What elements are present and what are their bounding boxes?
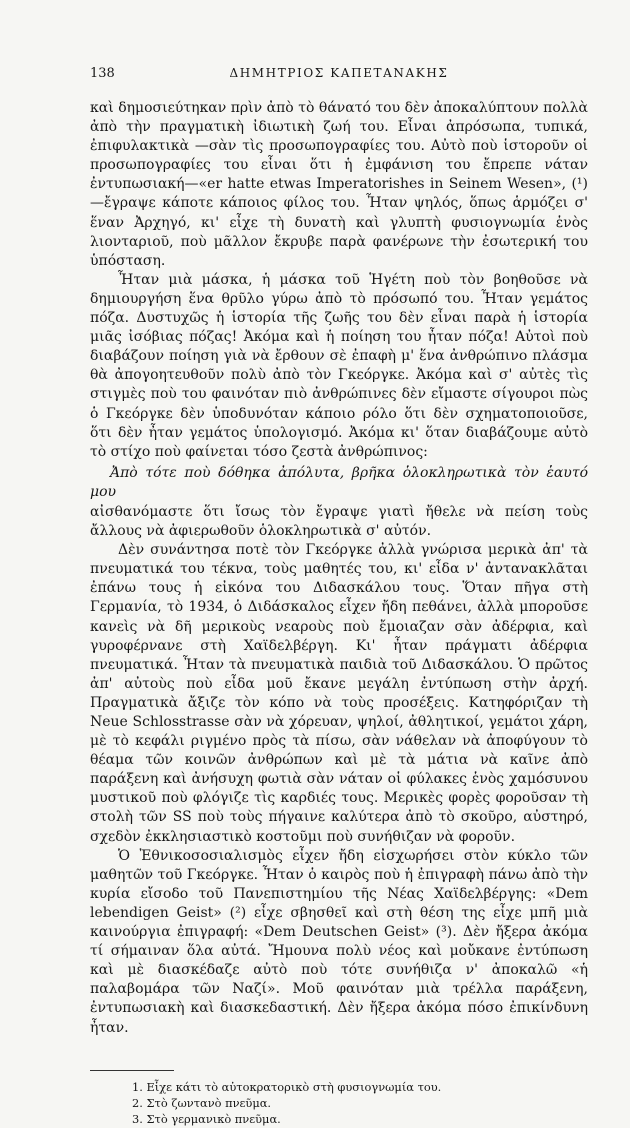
paragraph-2: Ἦταν μιὰ μάσκα, ἡ μάσκα τοῦ Ἡγέτη ποὺ τὸν βοηθοῦσε νὰ δημιουργήση ἕνα θρῦλο γύρω ἀπὸ τὸ πρόσωπό του. Ἦταν γεμάτος πόζα. Δυστυχῶς ἡ ἱστορία τῆς ζωῆς του δὲν εἶναι παρὰ ἡ ἱστορία μιᾶς ἰσόβιας πόζας! Ἀκόμα καὶ ἡ ποίηση του ἦταν πόζα! Αὐτοὶ ποὺ διαβάζουν ποίηση γιὰ νὰ ἔρθουν σὲ ἐπαφὴ μ' ἕνα ἀνθρώπινο πλάσμα θὰ ἀπογοητευθοῦν πολὺ ἀπὸ τὸν Γκεόργκε. Ἀκόμα καὶ σ' αὐτὲς τὶς στιγμὲς ποὺ του φαινόταν πιὸ ἀνθρώπινες δὲν εἴμαστε σίγουροι πὼς ὁ Γκεόργκε δὲν ὑποδυνόταν κάποιο ρόλο ὅτι δὲν σχηματοποιοῦσε, ὅτι δὲν ἦταν γεμάτος ὑπολογισμό. Ἀκόμα κι' ὅταν διαβάζουμε αὐτὸ τὸ στίχο ποὺ φαίνεται τόσο ζεστὰ ἀνθρώπινος: (90, 271, 588, 460)
paragraph-5: Ὁ Ἐθνικοσοσιαλισμὸς εἶχεν ἤδη εἰσχωρήσει στὸν κύκλο τῶν μαθητῶν τοῦ Γκεόργκε. Ἦταν ὁ καιρὸς ποὺ ἡ ἐπιγραφὴ πάνω ἀπὸ τὴν κυρία εἴσοδο τοῦ Πανεπιστημίου τῆς Νέας Χαϊδελβέργης: «Dem lebendigen Geist» (²) εἶχε σβησθεῖ καὶ στὴ θέση της εἶχε μπῆ μιὰ καινούργια ἐπιγραφή: «Dem Deutschen Geist» (³). Δὲν ἤξερα ἀκόμα τί σήμαιναν ὅλα αὐτά. Ἤμουνα πολὺ νέος καὶ μοὔκανε ἐντύπωση καὶ μὲ διασκέδαζε αὐτὸ ποὺ τότε συνήθιζα ν' ἀποκαλῶ «ἡ παλαβομάρα τῶν Ναζί». Μοῦ φαινόταν μιὰ τρέλλα παράξενη, ἐντυπωσιακὴ καὶ διασκεδαστική. Δὲν ἤξερα ἀκόμα πόσο ἐπικίνδυνη ἦταν. (90, 847, 588, 1036)
footnote-rule (90, 1070, 174, 1071)
quoted-verse: Ἀπὸ τότε ποὺ δόθηκα ἀπόλυτα, βρῆκα ὁλοκληρωτικὰ τὸν ἑαυτό μου (90, 464, 588, 500)
page-header (90, 66, 588, 81)
body-text (90, 99, 588, 1038)
paragraph-4: Δὲν συνάντησα ποτὲ τὸν Γκεόργκε ἀλλὰ γνώρισα μερικὰ ἀπ' τὰ πνευματικά του τέκνα, τοὺς μαθητές του, κι' εἶδα ν' ἀντανακλᾶται ἐπάνω τους ἡ εἰκόνα του Διδασκάλου τους. Ὅταν πῆγα στὴ Γερμανία, τὸ 1934, ὁ Διδάσκαλος εἶχεν ἤδη πεθάνει, ἀλλὰ μποροῦσε κανεὶς νὰ δῆ μερικοὺς νεαροὺς ποὺ ἔμοιαζαν σὰν ἀδέρφια, καὶ γυροφέρνανε στὴ Χαϊδελβέργη. Κι' ἦταν πράγματι ἀδέρφια πνευματικά. Ἦταν τὰ πνευματικὰ παιδιὰ τοῦ Διδασκάλου. Ὁ πρῶτος ἀπ' αὐτοὺς ποὺ εἶδα μοῦ ἔκανε μεγάλη ἐντύπωση στὴν ἀρχή. Πραγματικὰ ἄξιζε τὸν κόπο νὰ τοὺς προσέξεις. Κατηφόριζαν τὴ Neue Schlosstrasse σὰν νὰ χόρευαν, ψηλοί, ἀθλητικοί, γεμάτοι χάρη, μὲ τὸ κεφάλι ριγμένο πρὸς τὰ πίσω, σὰν νάθελαν νὰ ἀποφύγουν τὸ θέαμα τῶν κοινῶν ἀνθρώπων καὶ μὲ τὰ μάτια νὰ καῖνε ἀπὸ παράξενη καὶ ἀνήσυχη φωτιὰ σὰν νάταν οἱ φύλακες ἑνὸς χαμόσυνου μυστικοῦ ποὺ φλόγιζε τὶς καρδιές τους. Μερικὲς φορὲς φοροῦσαν τὴ στολὴ τῶν SS ποὺ τοὺς πήγαινε καλύτερα ἀπὸ τὸ σκοῦρο, αὐστηρό, σχεδὸν ἐκκλησιαστικὸ κοστοῦμι ποὺ συνήθιζαν νὰ φοροῦν. (90, 542, 588, 845)
running-head: ΔΗΜΗΤΡΙΟΣ ΚΑΠΕΤΑΝΑΚΗΣ (229, 66, 449, 80)
paragraph-1: καὶ δημοσιεύτηκαν πρὶν ἀπὸ τὸ θάνατό του δὲν ἀποκαλύπτουν πολλὰ ἀπὸ τὴν πραγματικὴ ἰδιωτικὴ ζωή του. Εἶναι ἀπρόσωπα, τυπικά, ἐπιφυλακτικὰ —σὰν τὶς προσωπογραφίες του. Αὐτὸ ποὺ ἱστοροῦν οἱ προσωπογραφίες του εἶναι ὅτι ἡ ἐμφάνιση του ἔπρεπε νάταν ἐντυπωσιακή—«er hatte etwas Imperatorishes in Seinem Wesen», (¹)—ἔγραψε κάποτε κάποιος φίλος του. Ἦταν ψηλός, ὅπως ἁρμόζει σ' ἕναν Ἀρχηγό, κι' εἶχε τὴ δυνατὴ καὶ γλυπτὴ φυσιογνωμία ἑνὸς λιονταριοῦ, ποὺ μᾶλλον ἔκρυβε παρὰ φανέρωνε τὴν ἐσωτερική του ὑπόσταση. (90, 100, 588, 269)
footnote-1: 1. Εἶχε κάτι τὸ αὐτοκρατορικὸ στὴ φυσιογνωμία του. (132, 1079, 442, 1094)
footnotes (132, 1079, 588, 1128)
footnote-3: 3. Στὸ γερμανικὸ πνεῦμα. (132, 1112, 281, 1127)
footnote-2: 2. Στὸ ζωντανὸ πνεῦμα. (132, 1096, 272, 1110)
page-number: 138 (90, 66, 115, 81)
paragraph-3: αἰσθανόμαστε ὅτι ἴσως τὸν ἔγραψε γιατὶ ἤθελε νὰ πείση τοὺς ἄλλους νὰ ἀφιερωθοῦν ὁλοκληρωτικὰ σ' αὐτόν. (90, 503, 588, 540)
